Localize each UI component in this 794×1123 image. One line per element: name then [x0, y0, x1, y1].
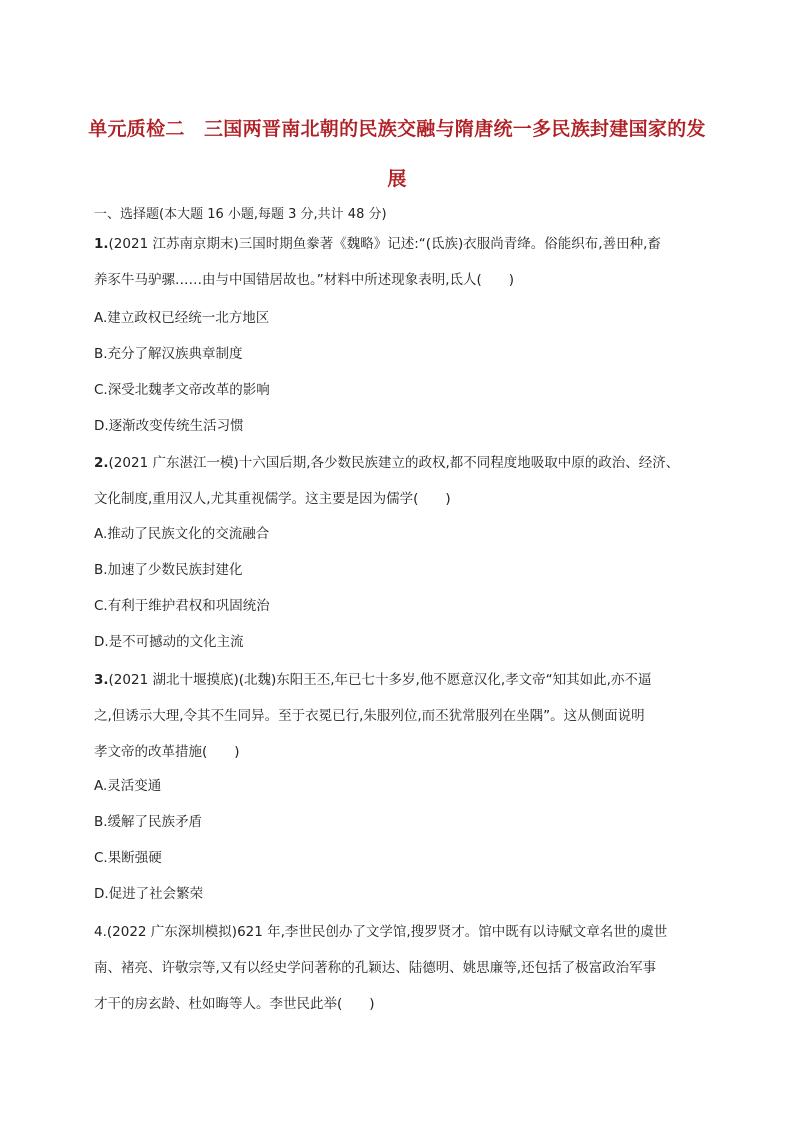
q3-option-a: A.灵活变通	[94, 778, 162, 794]
document-title	[60, 104, 734, 204]
question-4	[94, 914, 712, 1022]
q1-option-c: C.深受北魏孝文帝改革的影响	[94, 382, 270, 398]
q2-option-d: D.是不可撼动的文化主流	[94, 634, 244, 650]
question-3-line-1	[94, 662, 712, 698]
question-2	[94, 445, 712, 517]
question-1-text-2: 养豕牛马驴骡……由与中国错居故也。”材料中所述现象表明,氐人( )	[94, 272, 515, 288]
q2-option-c: C.有利于维护君权和巩固统治	[94, 598, 270, 614]
title-line-2: 展	[387, 168, 407, 190]
question-3	[94, 662, 712, 770]
q3-option-d: D.促进了社会繁荣	[94, 886, 204, 902]
question-4-text-2: 南、褚亮、许敬宗等,又有以经史学问著称的孔颖达、陆德明、姚思廉等,还包括了极富政治军事	[94, 960, 657, 976]
question-2-line-1	[94, 445, 712, 481]
q1-option-b: B.充分了解汉族典章制度	[94, 346, 243, 362]
question-4-number: 4.	[94, 924, 107, 940]
question-2-text-1: (2021 广东湛江一模)十六国后期,各少数民族建立的政权,都不同程度地吸取中原的政治、经济、	[108, 455, 680, 471]
q3-option-b: B.缓解了民族矛盾	[94, 814, 203, 830]
question-2-text-2: 文化制度,重用汉人,尤其重视儒学。这主要是因为儒学( )	[94, 491, 451, 507]
q1-option-d: D.逐渐改变传统生活习惯	[94, 418, 244, 434]
q2-option-b: B.加速了少数民族封建化	[94, 562, 243, 578]
question-1-line-1	[94, 226, 712, 262]
question-1-number: 1.	[94, 236, 109, 252]
q1-option-a: A.建立政权已经统一北方地区	[94, 310, 270, 326]
q2-option-a: A.推动了民族文化的交流融合	[94, 526, 270, 542]
title-line-1: 单元质检二 三国两晋南北朝的民族交融与隋唐统一多民族封建国家的发	[88, 118, 706, 140]
question-3-number: 3.	[94, 672, 109, 688]
question-3-text-1: (2021 湖北十堰摸底)(北魏)东阳王丕,年已七十多岁,他不愿意汉化,孝文帝“知其如此,亦不逼	[108, 672, 652, 688]
question-2-number: 2.	[94, 455, 109, 471]
question-3-text-3: 孝文帝的改革措施( )	[94, 744, 240, 760]
question-4-line-1	[94, 914, 712, 950]
question-1	[94, 226, 712, 298]
section-heading: 一、选择题(本大题 16 小题,每题 3 分,共计 48 分)	[94, 207, 387, 222]
question-4-text-3: 才干的房玄龄、杜如晦等人。李世民此举( )	[94, 996, 375, 1012]
question-1-text-1: (2021 江苏南京期末)三国时期鱼豢著《魏略》记述:“(氐族)衣服尚青绛。俗能织布,善田种,畜	[108, 236, 661, 252]
question-3-text-2: 之,但诱示大理,令其不生同异。至于衣冕已行,朱服列位,而丕犹常服列在坐隅”。这从侧面说明	[94, 708, 645, 724]
q3-option-c: C.果断强硬	[94, 850, 162, 866]
question-4-text-1: (2022 广东深圳模拟)621 年,李世民创办了文学馆,搜罗贤才。馆中既有以诗赋文章名世的虞世	[106, 924, 668, 940]
